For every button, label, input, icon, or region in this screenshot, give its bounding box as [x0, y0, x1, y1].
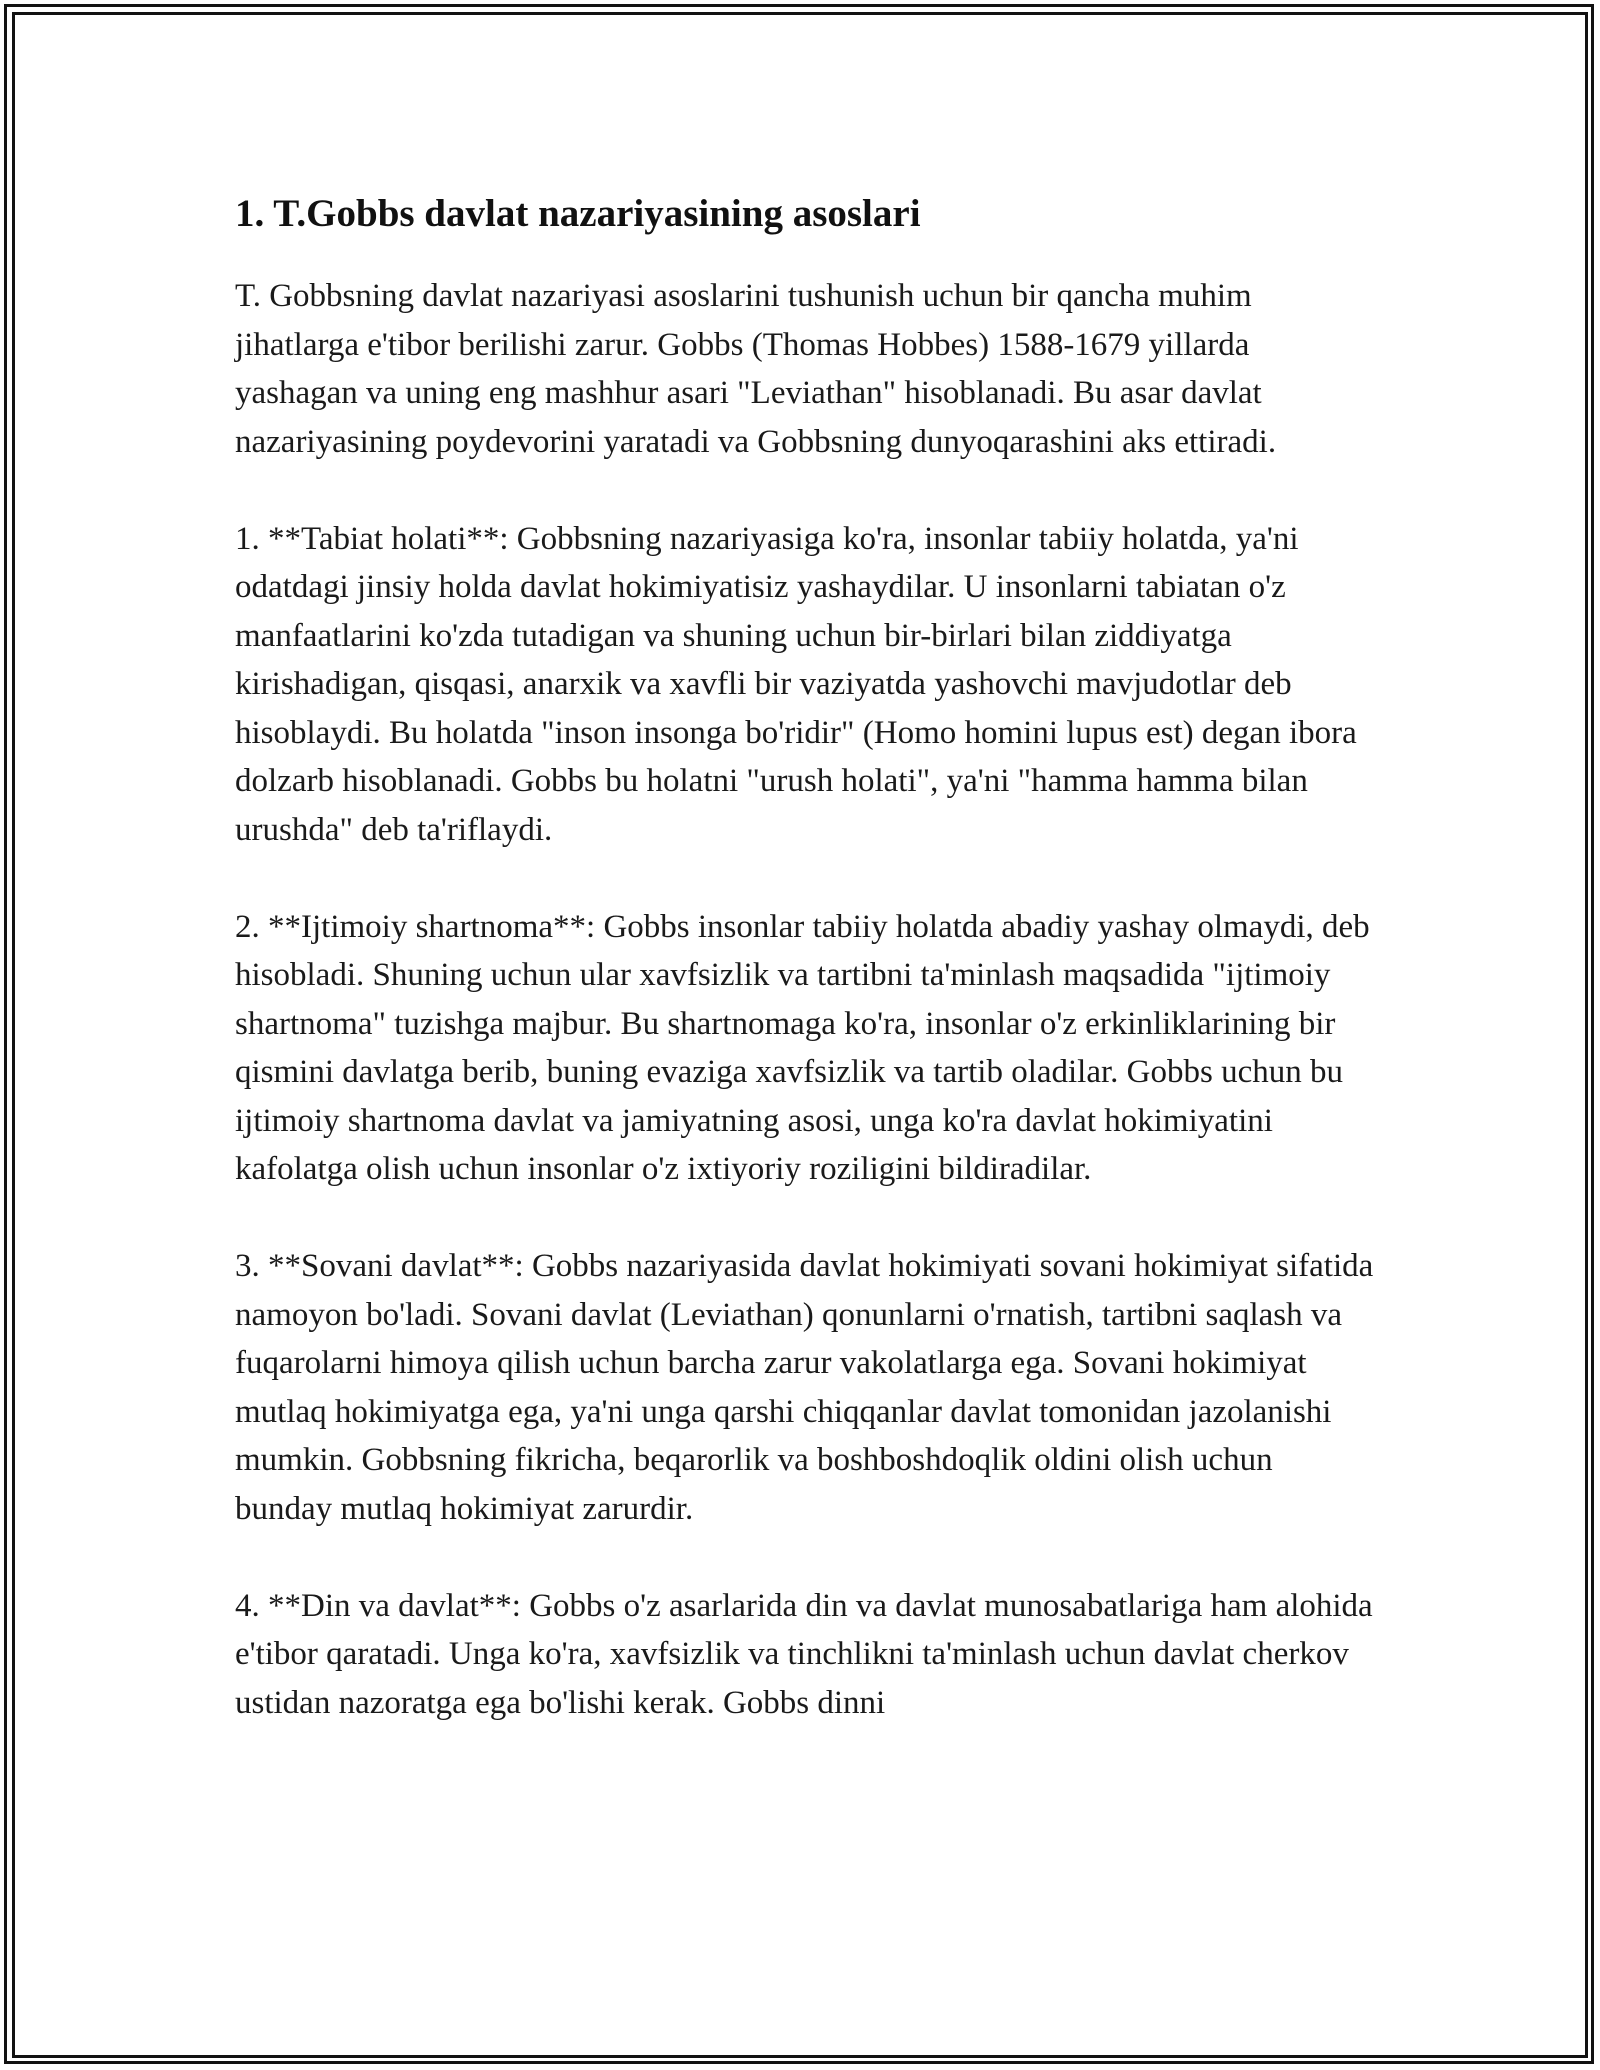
document-title: 1. T.Gobbs davlat nazariyasining asoslari	[235, 192, 921, 235]
paragraph-tabiat-holati: 1. **Tabiat holati**: Gobbsning nazariyasiga ko'ra, insonlar tabiiy holatda, ya'ni odatdagi jinsiy holda davlat hokimiyatisiz yashaydilar. U insonlarni tabiatan o'z manfaatlarini ko'zda tutadigan va shuning uchun bir-birlari bilan ziddiyatga kirishadigan, qisqasi, anarxik va xavfli bir vaziyatda yashovchi mavjudotlar deb hisoblaydi. Bu holatda "inson insonga bo'ridir" (Homo homini lupus est) degan ibora dolzarb hisoblanadi. Gobbs bu holatni "urush holati", ya'ni "hamma hamma bilan urushda" deb ta'riflaydi.	[235, 520, 1357, 848]
document-body	[235, 188, 1375, 1776]
paragraph-ijtimoiy-shartnoma: 2. **Ijtimoiy shartnoma**: Gobbs insonlar tabiiy holatda abadiy yashay olmaydi, deb hisobladi. Shuning uchun ular xavfsizlik va tartibni ta'minlash maqsadida "ijtimoiy shartnoma" tuzishga majbur. Bu shartnomaga ko'ra, insonlar o'z erkinliklarining bir qismini davlatga berib, buning evaziga xavfsizlik va tartib oladilar. Gobbs uchun bu ijtimoiy shartnoma davlat va jamiyatning asosi, unga ko'ra davlat hokimiyatini kafolatga olish uchun insonlar o'z ixtiyoriy roziligini bildiradilar.	[235, 908, 1370, 1187]
paragraph-intro: T. Gobbsning davlat nazariyasi asoslarini tushunish uchun bir qancha muhim jihatlarga e'tibor berilishi zarur. Gobbs (Thomas Hobbes) 1588-1679 yillarda yashagan va uning eng mashhur asari "Leviathan" hisoblanadi. Bu asar davlat nazariyasining poydevorini yaratadi va Gobbsning dunyoqarashini aks ettiradi.	[235, 278, 1277, 460]
paragraph-din-va-davlat: 4. **Din va davlat**: Gobbs o'z asarlarida din va davlat munosabatlariga ham alohida e'tibor qaratadi. Unga ko'ra, xavfsizlik va tinchlikni ta'minlash uchun davlat cherkov ustidan nazoratga ega bo'lishi kerak. Gobbs dinni	[235, 1587, 1373, 1721]
paragraph-sovani-davlat: 3. **Sovani davlat**: Gobbs nazariyasida davlat hokimiyati sovani hokimiyat sifatida namoyon bo'ladi. Sovani davlat (Leviathan) qonunlarni o'rnatish, tartibni saqlash va fuqarolarni himoya qilish uchun barcha zarur vakolatlarga ega. Sovani hokimiyat mutlaq hokimiyatga ega, ya'ni unga qarshi chiqqanlar davlat tomonidan jazolanishi mumkin. Gobbsning fikricha, beqarorlik va boshboshdoqlik oldini olish uchun bunday mutlaq hokimiyat zarurdir.	[235, 1248, 1374, 1527]
